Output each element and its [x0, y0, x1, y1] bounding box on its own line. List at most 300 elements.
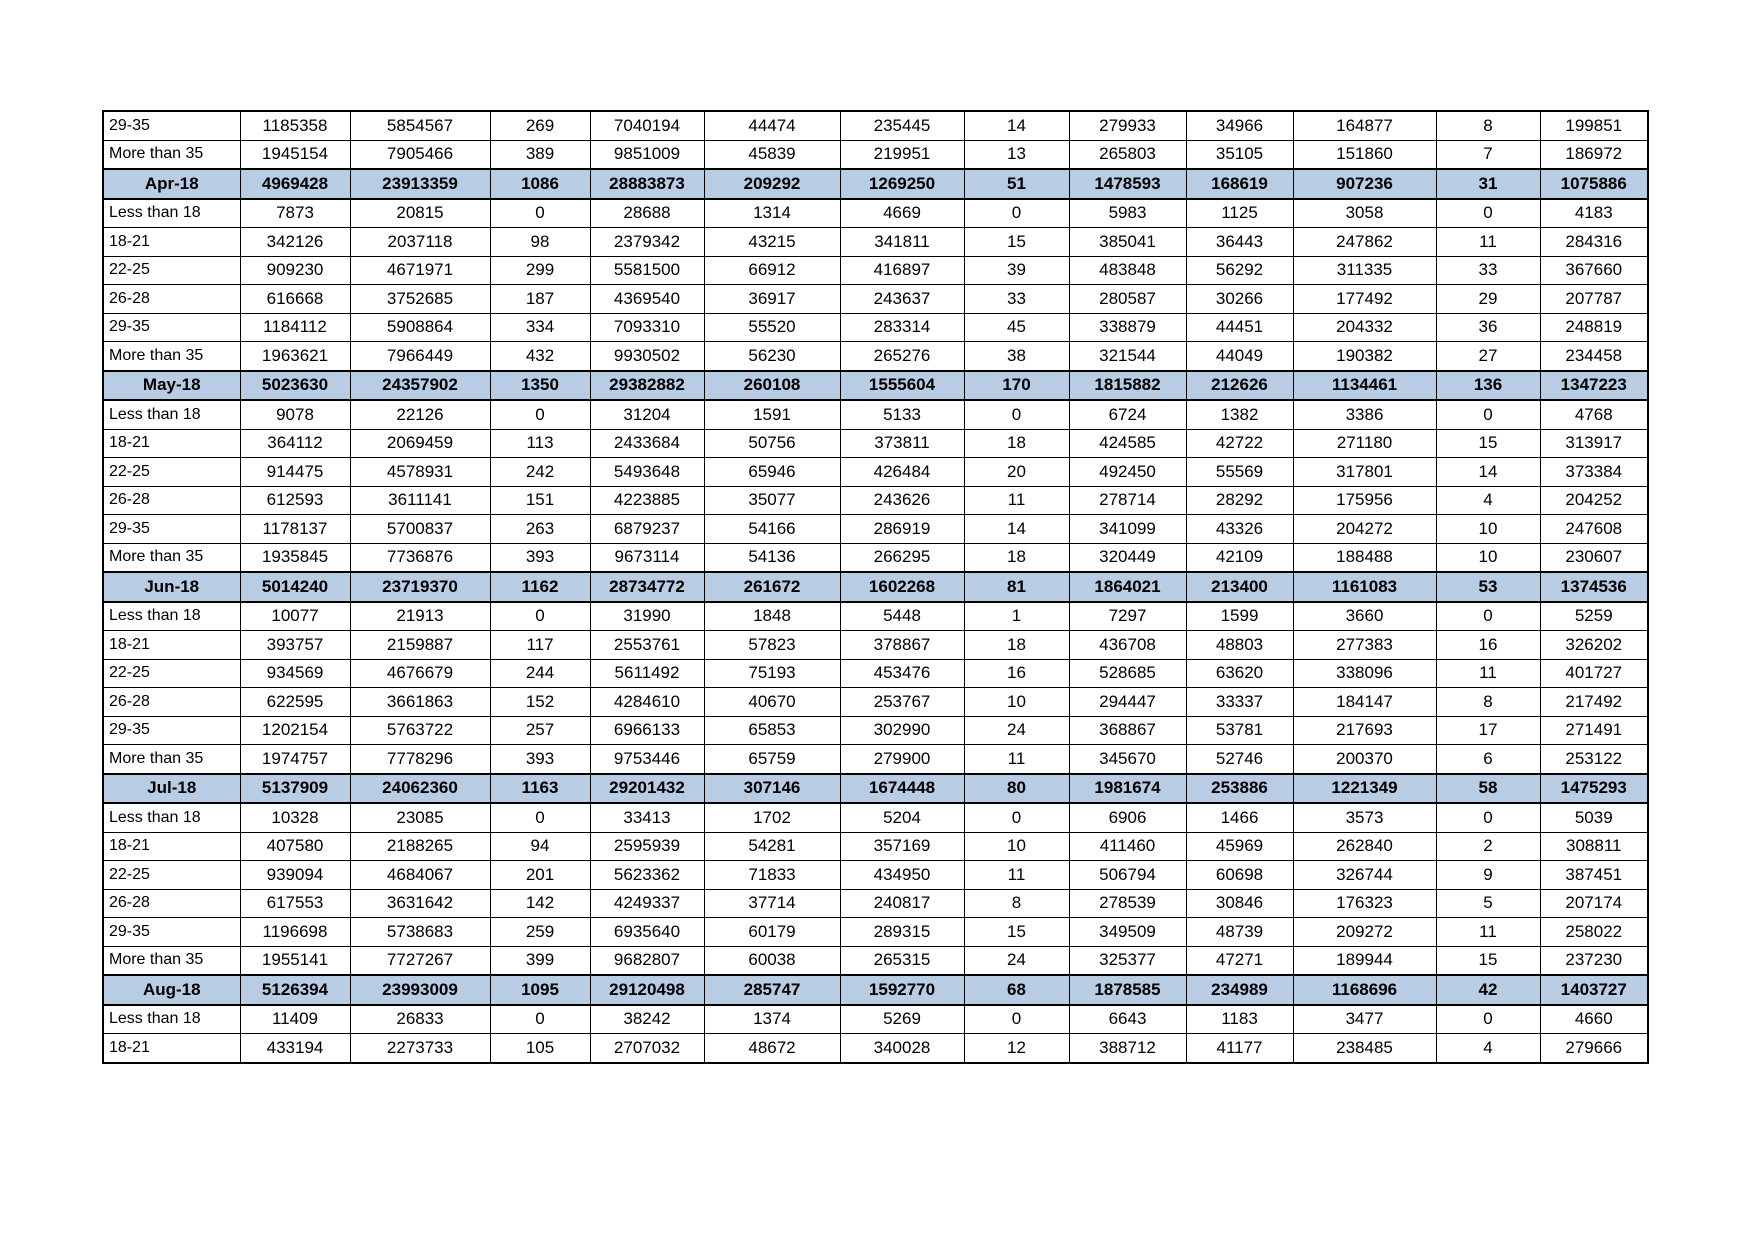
value-cell: 52746 [1186, 745, 1293, 774]
value-cell: 357169 [840, 832, 964, 861]
value-cell: 7727267 [350, 946, 490, 975]
value-cell: 257 [490, 716, 590, 745]
value-cell: 1674448 [840, 774, 964, 804]
value-cell: 41177 [1186, 1034, 1293, 1063]
value-cell: 1963621 [240, 342, 350, 371]
value-cell: 326744 [1293, 861, 1436, 890]
value-cell: 433194 [240, 1034, 350, 1063]
value-cell: 368867 [1069, 716, 1186, 745]
value-cell: 307146 [704, 774, 840, 804]
value-cell: 393 [490, 745, 590, 774]
value-cell: 0 [964, 400, 1069, 429]
value-cell: 4249337 [590, 889, 704, 918]
value-cell: 1075886 [1540, 169, 1648, 199]
value-cell: 12 [964, 1034, 1069, 1063]
value-cell: 342126 [240, 228, 350, 257]
age-group-row [103, 199, 1648, 228]
age-group-label-cell: More than 35 [103, 342, 240, 371]
age-group-row [103, 342, 1648, 371]
value-cell: 1403727 [1540, 975, 1648, 1005]
value-cell: 1599 [1186, 602, 1293, 631]
age-group-row [103, 285, 1648, 314]
value-cell: 8 [1436, 111, 1540, 140]
value-cell: 4 [1436, 1034, 1540, 1063]
value-cell: 201 [490, 861, 590, 890]
value-cell: 1134461 [1293, 371, 1436, 401]
value-cell: 29382882 [590, 371, 704, 401]
age-group-row [103, 1034, 1648, 1063]
value-cell: 4671971 [350, 256, 490, 285]
value-cell: 21913 [350, 602, 490, 631]
value-cell: 45969 [1186, 832, 1293, 861]
value-cell: 424585 [1069, 429, 1186, 458]
value-cell: 1125 [1186, 199, 1293, 228]
data-table [102, 110, 1649, 1064]
age-group-label-cell: Less than 18 [103, 602, 240, 631]
value-cell: 54166 [704, 515, 840, 544]
value-cell: 170 [964, 371, 1069, 401]
value-cell: 204272 [1293, 515, 1436, 544]
value-cell: 612593 [240, 486, 350, 515]
value-cell: 45 [964, 313, 1069, 342]
age-group-row [103, 543, 1648, 572]
value-cell: 23993009 [350, 975, 490, 1005]
value-cell: 279933 [1069, 111, 1186, 140]
value-cell: 258022 [1540, 918, 1648, 947]
value-cell: 317801 [1293, 458, 1436, 487]
age-group-label-cell: Less than 18 [103, 400, 240, 429]
value-cell: 2379342 [590, 228, 704, 257]
value-cell: 8 [964, 889, 1069, 918]
value-cell: 5448 [840, 602, 964, 631]
value-cell: 1184112 [240, 313, 350, 342]
value-cell: 5023630 [240, 371, 350, 401]
value-cell: 387451 [1540, 861, 1648, 890]
value-cell: 1945154 [240, 140, 350, 169]
value-cell: 1591 [704, 400, 840, 429]
value-cell: 2433684 [590, 429, 704, 458]
value-cell: 65853 [704, 716, 840, 745]
value-cell: 189944 [1293, 946, 1436, 975]
value-cell: 1592770 [840, 975, 964, 1005]
value-cell: 187 [490, 285, 590, 314]
value-cell: 190382 [1293, 342, 1436, 371]
value-cell: 14 [1436, 458, 1540, 487]
age-group-label-cell: 26-28 [103, 285, 240, 314]
value-cell: 11 [1436, 659, 1540, 688]
value-cell: 36 [1436, 313, 1540, 342]
value-cell: 345670 [1069, 745, 1186, 774]
value-cell: 31 [1436, 169, 1540, 199]
value-cell: 4669 [840, 199, 964, 228]
value-cell: 385041 [1069, 228, 1186, 257]
value-cell: 18 [964, 631, 1069, 660]
value-cell: 263 [490, 515, 590, 544]
value-cell: 219951 [840, 140, 964, 169]
age-group-label-cell: 29-35 [103, 716, 240, 745]
value-cell: 48803 [1186, 631, 1293, 660]
value-cell: 44049 [1186, 342, 1293, 371]
age-group-row [103, 1005, 1648, 1034]
value-cell: 9 [1436, 861, 1540, 890]
value-cell: 47271 [1186, 946, 1293, 975]
value-cell: 34966 [1186, 111, 1293, 140]
value-cell: 279900 [840, 745, 964, 774]
value-cell: 28292 [1186, 486, 1293, 515]
value-cell: 151860 [1293, 140, 1436, 169]
age-group-row [103, 889, 1648, 918]
value-cell: 54281 [704, 832, 840, 861]
value-cell: 9930502 [590, 342, 704, 371]
value-cell: 4969428 [240, 169, 350, 199]
age-group-row [103, 486, 1648, 515]
value-cell: 4660 [1540, 1005, 1648, 1034]
age-group-row [103, 861, 1648, 890]
table-body [103, 111, 1648, 1063]
value-cell: 1935845 [240, 543, 350, 572]
value-cell: 33337 [1186, 688, 1293, 717]
value-cell: 2037118 [350, 228, 490, 257]
value-cell: 6935640 [590, 918, 704, 947]
value-cell: 28883873 [590, 169, 704, 199]
value-cell: 3661863 [350, 688, 490, 717]
value-cell: 10 [964, 832, 1069, 861]
value-cell: 320449 [1069, 543, 1186, 572]
value-cell: 5126394 [240, 975, 350, 1005]
value-cell: 373384 [1540, 458, 1648, 487]
value-cell: 271491 [1540, 716, 1648, 745]
value-cell: 0 [1436, 1005, 1540, 1034]
value-cell: 1475293 [1540, 774, 1648, 804]
value-cell: 934569 [240, 659, 350, 688]
age-group-label-cell: 22-25 [103, 659, 240, 688]
age-group-label-cell: 22-25 [103, 458, 240, 487]
value-cell: 1168696 [1293, 975, 1436, 1005]
month-label-cell: Jun-18 [103, 572, 240, 602]
value-cell: 914475 [240, 458, 350, 487]
value-cell: 1602268 [840, 572, 964, 602]
value-cell: 416897 [840, 256, 964, 285]
age-group-label-cell: 29-35 [103, 918, 240, 947]
value-cell: 1161083 [1293, 572, 1436, 602]
value-cell: 50756 [704, 429, 840, 458]
value-cell: 1878585 [1069, 975, 1186, 1005]
value-cell: 3752685 [350, 285, 490, 314]
value-cell: 5700837 [350, 515, 490, 544]
value-cell: 8 [1436, 688, 1540, 717]
value-cell: 38 [964, 342, 1069, 371]
age-group-label-cell: 29-35 [103, 515, 240, 544]
value-cell: 341811 [840, 228, 964, 257]
value-cell: 0 [964, 199, 1069, 228]
value-cell: 24062360 [350, 774, 490, 804]
value-cell: 285747 [704, 975, 840, 1005]
value-cell: 299 [490, 256, 590, 285]
value-cell: 1163 [490, 774, 590, 804]
value-cell: 1347223 [1540, 371, 1648, 401]
value-cell: 15 [1436, 946, 1540, 975]
value-cell: 389 [490, 140, 590, 169]
value-cell: 6966133 [590, 716, 704, 745]
value-cell: 0 [490, 1005, 590, 1034]
value-cell: 1202154 [240, 716, 350, 745]
value-cell: 20815 [350, 199, 490, 228]
value-cell: 4183 [1540, 199, 1648, 228]
value-cell: 98 [490, 228, 590, 257]
value-cell: 340028 [840, 1034, 964, 1063]
value-cell: 1350 [490, 371, 590, 401]
age-group-row [103, 716, 1648, 745]
value-cell: 271180 [1293, 429, 1436, 458]
value-cell: 0 [1436, 602, 1540, 631]
value-cell: 1974757 [240, 745, 350, 774]
value-cell: 2553761 [590, 631, 704, 660]
value-cell: 436708 [1069, 631, 1186, 660]
value-cell: 188488 [1293, 543, 1436, 572]
value-cell: 0 [490, 400, 590, 429]
value-cell: 9078 [240, 400, 350, 429]
value-cell: 7 [1436, 140, 1540, 169]
value-cell: 399 [490, 946, 590, 975]
value-cell: 432 [490, 342, 590, 371]
value-cell: 29120498 [590, 975, 704, 1005]
value-cell: 15 [964, 918, 1069, 947]
value-cell: 51 [964, 169, 1069, 199]
value-cell: 338096 [1293, 659, 1436, 688]
value-cell: 9753446 [590, 745, 704, 774]
value-cell: 492450 [1069, 458, 1186, 487]
value-cell: 0 [1436, 199, 1540, 228]
value-cell: 1466 [1186, 803, 1293, 832]
value-cell: 0 [1436, 400, 1540, 429]
age-group-label-cell: More than 35 [103, 745, 240, 774]
value-cell: 321544 [1069, 342, 1186, 371]
value-cell: 434950 [840, 861, 964, 890]
value-cell: 57823 [704, 631, 840, 660]
age-group-row [103, 659, 1648, 688]
value-cell: 506794 [1069, 861, 1186, 890]
value-cell: 393757 [240, 631, 350, 660]
value-cell: 10 [1436, 515, 1540, 544]
value-cell: 9682807 [590, 946, 704, 975]
value-cell: 1702 [704, 803, 840, 832]
value-cell: 30266 [1186, 285, 1293, 314]
month-summary-row [103, 371, 1648, 401]
value-cell: 6 [1436, 745, 1540, 774]
age-group-label-cell: 22-25 [103, 256, 240, 285]
value-cell: 18 [964, 543, 1069, 572]
value-cell: 283314 [840, 313, 964, 342]
value-cell: 11 [1436, 228, 1540, 257]
value-cell: 33413 [590, 803, 704, 832]
value-cell: 81 [964, 572, 1069, 602]
age-group-label-cell: 26-28 [103, 688, 240, 717]
value-cell: 4768 [1540, 400, 1648, 429]
value-cell: 278714 [1069, 486, 1186, 515]
value-cell: 308811 [1540, 832, 1648, 861]
age-group-label-cell: More than 35 [103, 140, 240, 169]
value-cell: 1555604 [840, 371, 964, 401]
value-cell: 1196698 [240, 918, 350, 947]
value-cell: 54136 [704, 543, 840, 572]
value-cell: 66912 [704, 256, 840, 285]
value-cell: 38242 [590, 1005, 704, 1034]
value-cell: 266295 [840, 543, 964, 572]
value-cell: 5763722 [350, 716, 490, 745]
age-group-label-cell: 26-28 [103, 889, 240, 918]
value-cell: 393 [490, 543, 590, 572]
value-cell: 294447 [1069, 688, 1186, 717]
value-cell: 10077 [240, 602, 350, 631]
value-cell: 3573 [1293, 803, 1436, 832]
value-cell: 286919 [840, 515, 964, 544]
value-cell: 279666 [1540, 1034, 1648, 1063]
age-group-row [103, 745, 1648, 774]
value-cell: 5039 [1540, 803, 1648, 832]
value-cell: 43326 [1186, 515, 1293, 544]
value-cell: 176323 [1293, 889, 1436, 918]
value-cell: 411460 [1069, 832, 1186, 861]
value-cell: 31990 [590, 602, 704, 631]
value-cell: 1374536 [1540, 572, 1648, 602]
value-cell: 259 [490, 918, 590, 947]
value-cell: 334 [490, 313, 590, 342]
value-cell: 177492 [1293, 285, 1436, 314]
value-cell: 1981674 [1069, 774, 1186, 804]
value-cell: 238485 [1293, 1034, 1436, 1063]
value-cell: 6906 [1069, 803, 1186, 832]
value-cell: 55520 [704, 313, 840, 342]
value-cell: 261672 [704, 572, 840, 602]
value-cell: 184147 [1293, 688, 1436, 717]
value-cell: 175956 [1293, 486, 1436, 515]
value-cell: 207174 [1540, 889, 1648, 918]
month-label-cell: Apr-18 [103, 169, 240, 199]
value-cell: 151 [490, 486, 590, 515]
age-group-label-cell: More than 35 [103, 946, 240, 975]
value-cell: 407580 [240, 832, 350, 861]
value-cell: 1815882 [1069, 371, 1186, 401]
value-cell: 4676679 [350, 659, 490, 688]
value-cell: 0 [1436, 803, 1540, 832]
value-cell: 22126 [350, 400, 490, 429]
value-cell: 3611141 [350, 486, 490, 515]
value-cell: 302990 [840, 716, 964, 745]
value-cell: 186972 [1540, 140, 1648, 169]
value-cell: 528685 [1069, 659, 1186, 688]
value-cell: 9851009 [590, 140, 704, 169]
month-label-cell: Aug-18 [103, 975, 240, 1005]
value-cell: 56230 [704, 342, 840, 371]
value-cell: 10 [964, 688, 1069, 717]
value-cell: 24 [964, 716, 1069, 745]
value-cell: 234458 [1540, 342, 1648, 371]
value-cell: 1848 [704, 602, 840, 631]
age-group-label-cell: 29-35 [103, 111, 240, 140]
value-cell: 44451 [1186, 313, 1293, 342]
age-group-label-cell: Less than 18 [103, 1005, 240, 1034]
value-cell: 209272 [1293, 918, 1436, 947]
value-cell: 269 [490, 111, 590, 140]
value-cell: 94 [490, 832, 590, 861]
value-cell: 907236 [1293, 169, 1436, 199]
value-cell: 2273733 [350, 1034, 490, 1063]
value-cell: 168619 [1186, 169, 1293, 199]
value-cell: 18 [964, 429, 1069, 458]
value-cell: 40670 [704, 688, 840, 717]
age-group-label-cell: 18-21 [103, 228, 240, 257]
value-cell: 15 [1436, 429, 1540, 458]
value-cell: 1086 [490, 169, 590, 199]
value-cell: 58 [1436, 774, 1540, 804]
value-cell: 212626 [1186, 371, 1293, 401]
value-cell: 13 [964, 140, 1069, 169]
value-cell: 36917 [704, 285, 840, 314]
value-cell: 1955141 [240, 946, 350, 975]
value-cell: 6643 [1069, 1005, 1186, 1034]
age-group-label-cell: More than 35 [103, 543, 240, 572]
value-cell: 204332 [1293, 313, 1436, 342]
value-cell: 278539 [1069, 889, 1186, 918]
value-cell: 26833 [350, 1005, 490, 1034]
value-cell: 29201432 [590, 774, 704, 804]
month-summary-row [103, 572, 1648, 602]
value-cell: 617553 [240, 889, 350, 918]
value-cell: 1185358 [240, 111, 350, 140]
value-cell: 453476 [840, 659, 964, 688]
value-cell: 71833 [704, 861, 840, 890]
value-cell: 113 [490, 429, 590, 458]
value-cell: 349509 [1069, 918, 1186, 947]
value-cell: 388712 [1069, 1034, 1186, 1063]
value-cell: 289315 [840, 918, 964, 947]
value-cell: 35077 [704, 486, 840, 515]
value-cell: 4684067 [350, 861, 490, 890]
month-summary-row [103, 975, 1648, 1005]
month-label-cell: Jul-18 [103, 774, 240, 804]
value-cell: 4369540 [590, 285, 704, 314]
value-cell: 338879 [1069, 313, 1186, 342]
value-cell: 14 [964, 515, 1069, 544]
value-cell: 117 [490, 631, 590, 660]
value-cell: 2069459 [350, 429, 490, 458]
value-cell: 35105 [1186, 140, 1293, 169]
value-cell: 53 [1436, 572, 1540, 602]
value-cell: 373811 [840, 429, 964, 458]
value-cell: 29 [1436, 285, 1540, 314]
value-cell: 5581500 [590, 256, 704, 285]
value-cell: 75193 [704, 659, 840, 688]
value-cell: 5854567 [350, 111, 490, 140]
age-group-row [103, 631, 1648, 660]
value-cell: 43215 [704, 228, 840, 257]
value-cell: 60698 [1186, 861, 1293, 890]
value-cell: 248819 [1540, 313, 1648, 342]
value-cell: 33 [1436, 256, 1540, 285]
value-cell: 5738683 [350, 918, 490, 947]
age-group-label-cell: Less than 18 [103, 803, 240, 832]
value-cell: 152 [490, 688, 590, 717]
value-cell: 1221349 [1293, 774, 1436, 804]
value-cell: 42722 [1186, 429, 1293, 458]
value-cell: 31204 [590, 400, 704, 429]
value-cell: 23085 [350, 803, 490, 832]
age-group-row [103, 688, 1648, 717]
value-cell: 277383 [1293, 631, 1436, 660]
value-cell: 15 [964, 228, 1069, 257]
value-cell: 4284610 [590, 688, 704, 717]
value-cell: 1478593 [1069, 169, 1186, 199]
